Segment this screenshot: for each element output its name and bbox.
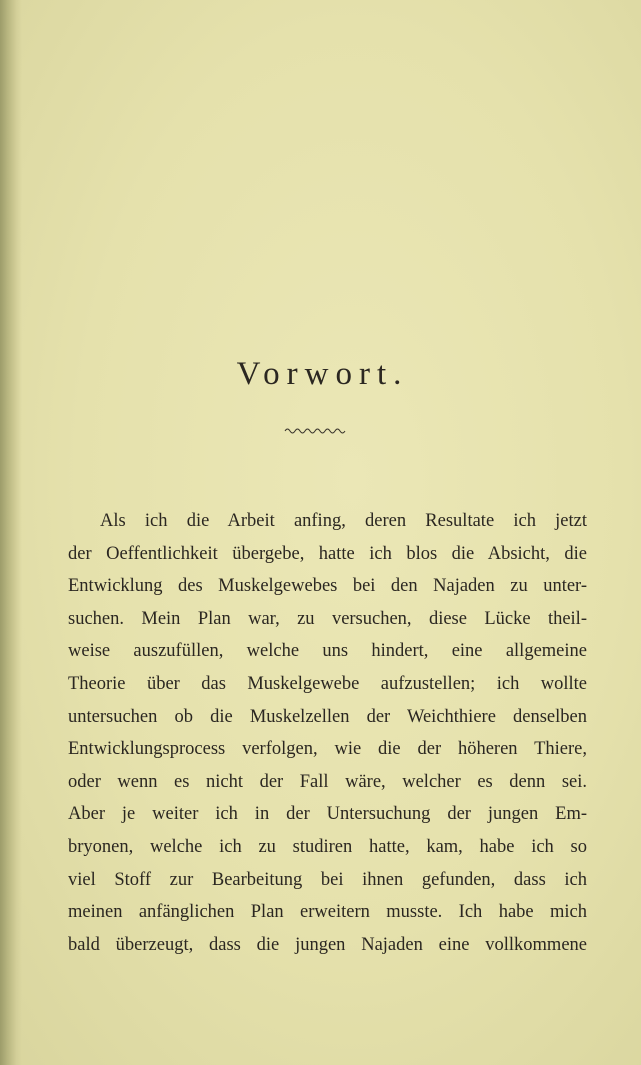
text-line: Entwicklung des Muskelgewebes bei den Najaden zu unter- xyxy=(68,576,587,597)
text-line: Als ich die Arbeit anfing, deren Resultate ich jetzt xyxy=(100,511,587,531)
text-line: weise auszufüllen, welche uns hindert, eine allgemeine xyxy=(68,641,587,662)
text-line: untersuchen ob die Muskelzellen der Weichthiere denselben xyxy=(68,706,587,727)
page-title: Vorwort. xyxy=(236,356,409,392)
text-line: oder wenn es nicht der Fall wäre, welcher es denn sei. xyxy=(68,771,587,792)
text-line: der Oeffentlichkeit übergebe, hatte ich blos die Absicht, die xyxy=(68,543,587,564)
preface-paragraph xyxy=(68,505,587,961)
text-line: bald überzeugt, dass die jungen Najaden eine vollkommene xyxy=(68,934,587,955)
text-line: viel Stoff zur Bearbeitung bei ihnen gefunden, dass ich xyxy=(68,869,587,890)
text-line: Theorie über das Muskelgewebe aufzustellen; ich wollte xyxy=(68,673,587,694)
text-line: meinen anfänglichen Plan erweitern musste. Ich habe mich xyxy=(68,902,587,923)
text-line: Aber je weiter ich in der Untersuchung der jungen Em- xyxy=(68,804,587,825)
text-line: bryonen, welche ich zu studiren hatte, kam, habe ich so xyxy=(68,836,587,857)
text-line: Entwicklungsprocess verfolgen, wie die der höheren Thiere, xyxy=(68,739,587,760)
text-line: suchen. Mein Plan war, zu versuchen, diese Lücke theil- xyxy=(68,608,587,629)
page-spine-shadow xyxy=(0,0,22,1065)
ornamental-wavy-rule xyxy=(284,426,346,436)
